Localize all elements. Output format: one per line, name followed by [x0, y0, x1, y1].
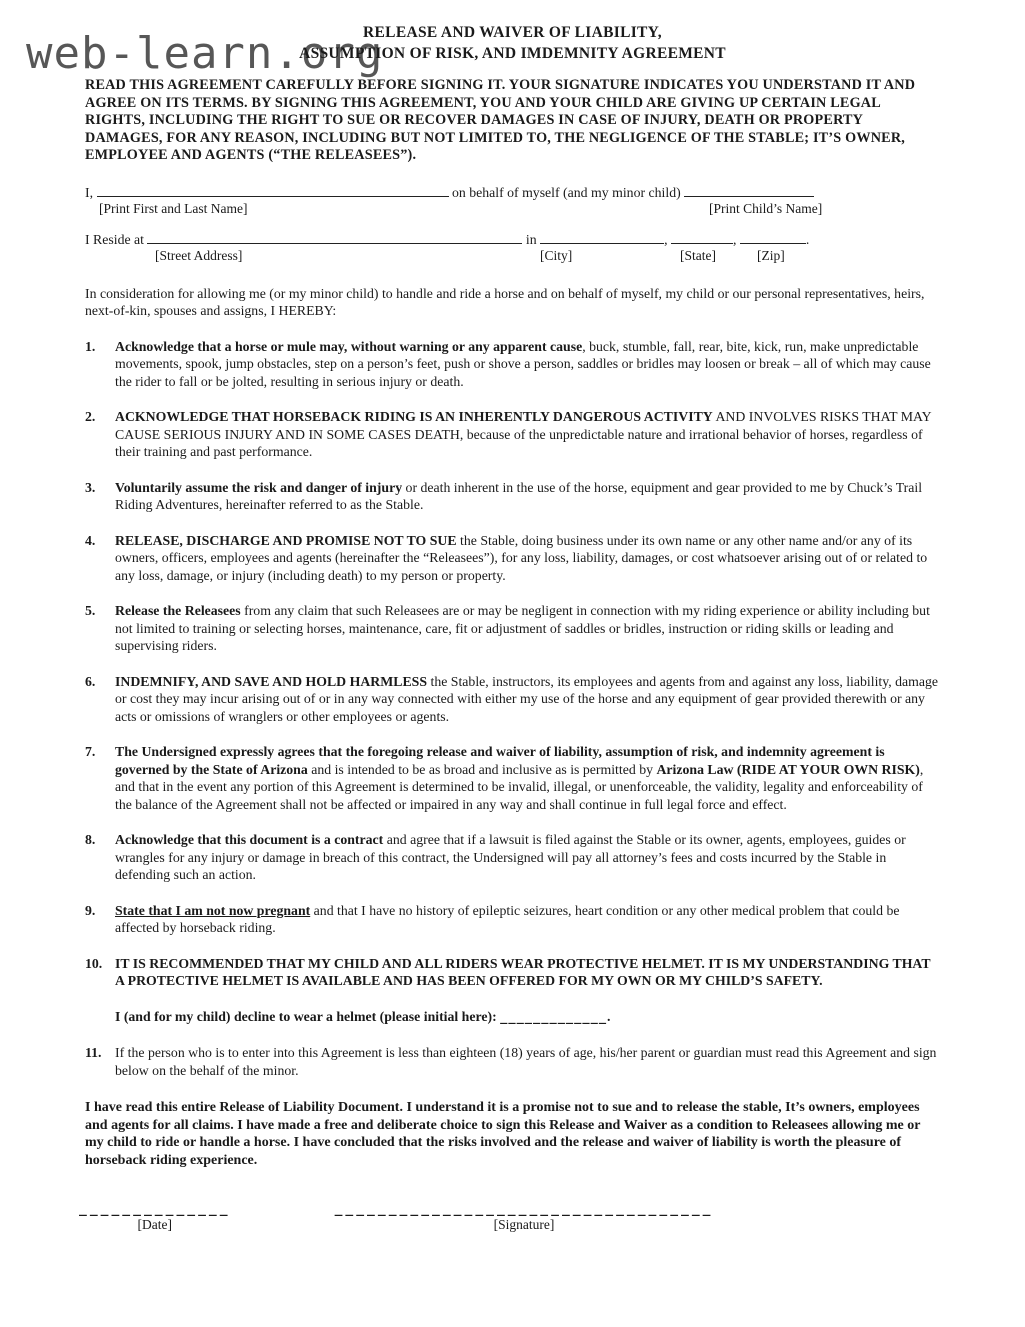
list-item [85, 1008, 940, 1027]
list-item-number: 2. [85, 409, 96, 424]
text-segment: . [607, 1008, 611, 1024]
state-label: [State] [680, 247, 716, 263]
zip-label: [Zip] [757, 247, 785, 263]
document-title [85, 22, 940, 64]
list-item [85, 831, 940, 884]
text-segment: and agree that if a lawsuit is filed against the Stable or its owner, agents, employees, guides or wrangles for any injury or damage in breach of this contract, the Undersigned will pay all attorney’s fees and costs incurred by the Stable in defending such an action. [115, 832, 906, 882]
list-item [85, 338, 940, 391]
list-item-number: 6. [85, 673, 96, 689]
text-segment: Acknowledge that a horse or mule may, without warning or any apparent cause [115, 338, 583, 354]
list-item-number: 7. [85, 744, 96, 759]
state-blank [671, 230, 733, 244]
list-item [85, 602, 940, 655]
text-segment: and is intended to be as broad and inclusive as is permitted by [307, 761, 657, 777]
signature-line: ___________________________________ [334, 1202, 714, 1217]
signature-block [79, 1202, 940, 1233]
list-item-text [115, 955, 940, 990]
list-item-text [115, 902, 940, 937]
text-segment: from any claim that such Releasees are or may be negligent in connection with my riding experience or ability including but not limited to training or selecting horses, maintenance, care, fit or adjustment of saddles or bridles, instruction or riding skills or leading and supervising riders. [115, 603, 930, 653]
list-item [85, 902, 940, 937]
city-label: [City] [540, 247, 573, 263]
text-segment: State that I am not now pregnant [115, 902, 311, 918]
initial-blank: _____________ [500, 1009, 608, 1024]
list-item [85, 408, 940, 461]
list-item-text [115, 673, 940, 726]
text-segment: and that I have no history of epileptic seizures, heart condition or any other medical problem that could be affected by horseback riding. [115, 902, 900, 935]
text-segment: , and that in the event any portion of this Agreement is determined to be invalid, illegal, or unenforceable, the validity, legality and enforceability of the balance of the Agreement shall not be affected or impaired in any way and shall continue in full legal force and effect. [115, 761, 924, 812]
street-blank [147, 230, 522, 244]
address-line [85, 230, 940, 248]
date-field [79, 1203, 231, 1233]
text-segment: ACKNOWLEDGE THAT HORSEBACK RIDING IS AN INHERENTLY DANGEROUS ACTIVITY [115, 409, 713, 424]
reside-prefix: I Reside at [85, 231, 145, 247]
list-item-number: 5. [85, 603, 96, 618]
consideration-paragraph: In consideration for allowing me (or my minor child) to handle and ride a horse and on behalf of myself, my child or our personal representatives, heirs, next-of-kin, spouses and assigns, I HEREBY: [85, 285, 925, 318]
zip-blank [740, 230, 806, 244]
list-item-number: 11. [85, 1045, 102, 1060]
list-item [85, 479, 940, 514]
text-segment: The Undersigned expressly agrees that the foregoing release and waiver of liability, assumption of risk, and indemnity agreement is governed by the State of Arizona [115, 744, 885, 777]
list-item-number [85, 1008, 115, 1027]
text-segment: RELEASE, DISCHARGE AND PROMISE NOT TO SUE [115, 532, 457, 548]
text-segment: INDEMNIFY, AND SAVE AND HOLD HARMLESS [115, 673, 428, 689]
list-item-text [115, 831, 940, 884]
text-segment: I (and for my child) decline to wear a helmet (please initial here): [115, 1008, 501, 1024]
closing-paragraph: I have read this entire Release of Liability Document. I understand it is a promise not to sue and to release the stable, It’s owners, employees and agents for all claims. I have made a free and deliberate choice to sign this Release and Waiver as a condition to Releasees allowing me or my child to ride or handle a horse. I have concluded that the risks involved and the release and waiver of liability is worth the pleasure of horseback riding experience. [85, 1100, 921, 1168]
numbered-list [85, 338, 940, 1080]
street-label: [Street Address] [155, 247, 243, 263]
text-segment: , buck, stumble, fall, rear, bite, kick, run, make unpredictable movements, spook, jump obstacles, step on a person’s feet, push or shove a person, saddles or bridles may loosen or break – all of which may cause the rider to fall or be jolted, resulting in serious injury or death. [115, 338, 931, 389]
text-segment: Voluntarily assume the risk and danger of injury [115, 479, 403, 495]
comma-1: , [664, 231, 668, 247]
address-labels [85, 248, 940, 265]
list-item-number: 4. [85, 532, 96, 548]
name-blank [97, 183, 449, 197]
text-segment: Arizona Law (RIDE AT YOUR OWN RISK) [656, 761, 920, 777]
text-segment: IT IS RECOMMENDED THAT MY CHILD AND ALL RIDERS WEAR PROTECTIVE HELMET. IT IS MY UNDERSTANDING THAT A PROTECTIVE HELMET IS AVAILABLE AND HAS BEEN OFFERED FOR MY OWN OR MY CHILD’S SAFETY. [115, 955, 931, 988]
list-item [85, 532, 940, 585]
name-line-prefix: I, [85, 184, 94, 200]
date-line: ______________ [79, 1202, 231, 1217]
list-item-number: 1. [85, 338, 96, 354]
date-label: [Date] [137, 1217, 173, 1232]
behalf-text: on behalf of myself (and my minor child) [451, 184, 681, 200]
period: . [805, 231, 810, 247]
city-blank [540, 230, 664, 244]
name-labels [85, 201, 940, 218]
list-item [85, 743, 940, 813]
list-item [85, 673, 940, 726]
list-item-text [115, 743, 940, 813]
print-child-label: [Print Child’s Name] [709, 200, 823, 216]
text-segment: or death inherent in the use of the horse, equipment and gear provided to me by Chuck’s Trail Riding Adventures, hereinafter referred to as the Stable. [115, 479, 923, 512]
list-item [85, 1044, 940, 1079]
list-item-text [115, 602, 940, 655]
list-item-text [115, 408, 940, 461]
comma-2: , [733, 231, 737, 247]
text-segment: Acknowledge that this document is a contract [115, 832, 384, 847]
text-segment: If the person who is to enter into this Agreement is less than eighteen (18) years of age, his/her parent or guardian must read this Agreement and sign below on the behalf of the minor. [115, 1045, 937, 1078]
list-item-text [115, 1008, 940, 1027]
title-line-2: ASSUMPTION OF RISK, AND IMDEMNITY AGREEMENT [299, 45, 726, 62]
list-item-number: 3. [85, 479, 96, 495]
text-segment: the Stable, doing business under its own name or any other name and/or any of its owners, officers, employees and agents (hereinafter the “Releasees”), for any loss, liability, damages, or cost whatsoever arising out of or related to any loss, damage, or injury (including death) to my person or property. [115, 532, 928, 583]
list-item-number: 8. [85, 832, 96, 847]
in-text: in [525, 231, 537, 247]
signature-field [335, 1203, 714, 1233]
text-segment: Release the Releasees [115, 603, 241, 618]
list-item-text [115, 479, 940, 514]
signature-label: [Signature] [493, 1217, 555, 1232]
list-item-text [115, 1044, 940, 1079]
child-name-blank [684, 183, 814, 197]
list-item-number: 9. [85, 902, 96, 918]
print-name-label: [Print First and Last Name] [99, 200, 248, 216]
title-line-1: RELEASE AND WAIVER OF LIABILITY, [363, 24, 662, 41]
text-segment: AND INVOLVES RISKS THAT MAY CAUSE SERIOUS INJURY AND IN SOME CASES DEATH, because of the unpredictable nature and irrational behavior of horses, regardless of their training and past performance. [115, 409, 932, 459]
watermark: web-learn.org [26, 28, 384, 79]
list-item-text [115, 338, 940, 391]
warning-notice: READ THIS AGREEMENT CAREFULLY BEFORE SIGNING IT. YOUR SIGNATURE INDICATES YOU UNDERSTAND IT AND AGREE ON ITS TERMS. BY SIGNING THIS AGREEMENT, YOU AND YOUR CHILD ARE GIVING UP CERTAIN LEGAL RIGHTS, INCLUDING THE RIGHT TO SUE OR RECOVER DAMAGES IN CASE OF INJURY, DEATH OR PROPERTY DAMAGES, FOR ANY REASON, INCLUDING BUT NOT LIMITED TO, THE NEGLIGENCE OF THE STABLE; IT’S OWNER, EMPLOYEE AND AGENTS (“THE RELEASEES”). [85, 77, 916, 163]
list-item [85, 955, 940, 990]
list-item-text [115, 532, 940, 585]
text-segment: the Stable, instructors, its employees and agents from and against any loss, liability, damage or cost they may incur arising out of or in any way connected with either my use of the horse and any equipment of gear provided therewith or any acts or omissions of wranglers or other employees or agents. [115, 673, 939, 724]
name-line [85, 183, 940, 201]
list-item-number: 10. [85, 955, 103, 971]
